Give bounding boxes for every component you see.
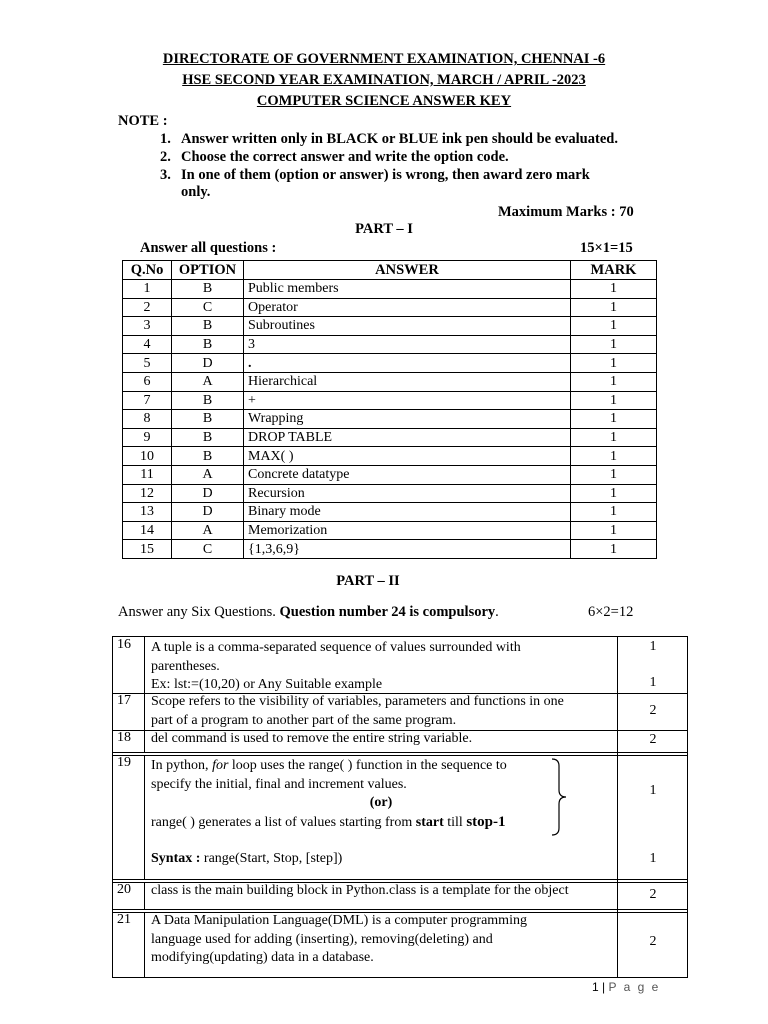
text-run: till (443, 814, 467, 830)
page-label: P a g e (608, 980, 661, 994)
cell-option: B (172, 280, 244, 299)
question-number: 19 (113, 755, 145, 879)
part-2-instruction (118, 604, 499, 621)
answer-line (151, 813, 571, 833)
question-number: 16 (113, 637, 145, 693)
table-row (123, 484, 657, 503)
or-separator: (or) (369, 795, 393, 810)
table-row (123, 354, 657, 373)
syntax-label: Syntax : (151, 851, 204, 866)
part-2-scheme: 6×2=12 (588, 604, 634, 620)
table-row (123, 540, 657, 559)
cell-answer: Subroutines (244, 317, 571, 336)
answer-line: language used for adding (inserting), removing(deleting) and (151, 931, 493, 947)
mark-cell (617, 693, 687, 730)
cell-answer: Operator (244, 298, 571, 317)
cell-option: C (172, 298, 244, 317)
answer-line: modifying(updating) data in a database. (151, 950, 374, 965)
cell-qno: 5 (123, 354, 172, 373)
note-item-number: 2. (160, 149, 171, 165)
cell-answer: Concrete datatype (244, 465, 571, 484)
cell-mark: 1 (571, 372, 657, 391)
note-label: NOTE : (118, 113, 168, 129)
question-number: 21 (113, 912, 145, 977)
cell-mark: 1 (571, 503, 657, 522)
table-row (123, 317, 657, 336)
text-run: loop uses the range( ) function in the sequence to (228, 758, 507, 773)
cell-answer: Recursion (244, 484, 571, 503)
cell-answer: . (244, 354, 571, 373)
part-1-scheme: 15×1=15 (580, 240, 633, 256)
cell-mark: 1 (571, 335, 657, 354)
mark-cell (617, 637, 687, 693)
mark-cell (617, 755, 687, 879)
note-item-text: Choose the correct answer and write the option code. (181, 149, 509, 165)
cell-answer: Memorization (244, 521, 571, 540)
header-line-2: HSE SECOND YEAR EXAMINATION, MARCH / APRIL -2023 (182, 72, 586, 88)
answer-text (151, 882, 651, 901)
mark-cell (617, 882, 687, 909)
cell-mark: 1 (571, 280, 657, 299)
cell-qno: 11 (123, 465, 172, 484)
cell-answer: 3 (244, 335, 571, 354)
mark-value: 1 (649, 639, 657, 654)
cell-answer: Public members (244, 280, 571, 299)
part-2-title: PART – II (336, 573, 400, 589)
answer-line: A tuple is a comma-separated sequence of values surrounded with (151, 640, 521, 655)
cell-qno: 12 (123, 484, 172, 503)
table-row (113, 637, 687, 694)
table-row (123, 280, 657, 299)
answer-line: Scope refers to the visibility of variables, parameters and functions in one (151, 694, 564, 709)
cell-option: D (172, 503, 244, 522)
cell-qno: 9 (123, 428, 172, 447)
question-number: 20 (113, 882, 145, 909)
cell-qno: 3 (123, 317, 172, 336)
page-number: 1 (592, 980, 599, 994)
cell-option: A (172, 372, 244, 391)
cell-option: B (172, 335, 244, 354)
cell-option: C (172, 540, 244, 559)
cell-qno: 15 (123, 540, 172, 559)
part-1-title: PART – I (355, 221, 413, 237)
table-row (113, 693, 687, 731)
part-1-instruction: Answer all questions : (140, 240, 277, 256)
answer-line (151, 757, 571, 776)
text-run: range( ) generates a list of values starting from (151, 814, 416, 830)
answer-line: class is the main building block in Python.class is a template for the object (151, 883, 569, 898)
text-run-bold: stop-1 (466, 813, 506, 830)
table-row (123, 447, 657, 466)
cell-answer: Wrapping (244, 410, 571, 429)
cell-option: B (172, 410, 244, 429)
answer-line: del command is used to remove the entire string variable. (151, 731, 473, 746)
mark-cell (617, 912, 687, 977)
header-option: OPTION (172, 261, 244, 280)
cell-qno: 7 (123, 391, 172, 410)
answer-line: A Data Manipulation Language(DML) is a computer programming (151, 913, 527, 928)
part-2-instruction-suffix: . (495, 604, 499, 620)
mark-value: 1 (649, 783, 657, 798)
mark-cell (617, 730, 687, 752)
cell-mark: 1 (571, 298, 657, 317)
cell-answer: MAX( ) (244, 447, 571, 466)
cell-qno: 13 (123, 503, 172, 522)
curly-brace-icon (550, 758, 568, 836)
table-row (113, 755, 687, 880)
note-item (160, 149, 630, 166)
cell-mark: 1 (571, 428, 657, 447)
note-item-text: Answer written only in BLACK or BLUE ink pen should be evaluated. (181, 131, 618, 147)
note-item (160, 131, 630, 148)
cell-mark: 1 (571, 447, 657, 466)
syntax-line (151, 850, 571, 869)
cell-qno: 8 (123, 410, 172, 429)
answer-text (151, 693, 611, 730)
table-row (113, 912, 687, 977)
answer-line: parentheses. (151, 658, 220, 674)
header-mark: MARK (571, 261, 657, 280)
syntax-text: range(Start, Stop, [step]) (203, 851, 343, 866)
cell-option: B (172, 317, 244, 336)
part-2-instruction-prefix: Answer any Six Questions. (118, 604, 280, 620)
text-run-bold: start (415, 814, 444, 830)
text-run: In python, (151, 758, 213, 773)
table-row (113, 882, 687, 910)
cell-mark: 1 (571, 521, 657, 540)
cell-mark: 1 (571, 317, 657, 336)
question-number: 17 (113, 693, 145, 730)
cell-option: D (172, 484, 244, 503)
mark-value: 1 (649, 851, 657, 866)
cell-qno: 1 (123, 280, 172, 299)
mark-value: 2 (649, 703, 657, 718)
cell-option: B (172, 447, 244, 466)
cell-option: B (172, 428, 244, 447)
answer-line: part of a program to another part of the same program. (151, 712, 457, 728)
cell-mark: 1 (571, 391, 657, 410)
mark-value: 2 (649, 887, 657, 902)
cell-mark: 1 (571, 540, 657, 559)
cell-qno: 6 (123, 372, 172, 391)
header-qno: Q.No (123, 261, 172, 280)
table-row (123, 372, 657, 391)
cell-qno: 4 (123, 335, 172, 354)
table-row (123, 428, 657, 447)
question-number: 18 (113, 730, 145, 752)
header-line-1: DIRECTORATE OF GOVERNMENT EXAMINATION, CHENNAI -6 (162, 51, 606, 67)
mark-value: 1 (649, 675, 657, 690)
page-separator: | (598, 980, 609, 994)
note-item (160, 167, 620, 201)
cell-answer: DROP TABLE (244, 428, 571, 447)
cell-option: A (172, 465, 244, 484)
cell-option: D (172, 354, 244, 373)
maximum-marks: Maximum Marks : 70 (498, 204, 634, 220)
header-line-3: COMPUTER SCIENCE ANSWER KEY (256, 93, 512, 109)
table-row (123, 410, 657, 429)
answer-text (151, 757, 571, 869)
cell-qno: 14 (123, 521, 172, 540)
mark-value: 2 (649, 732, 657, 747)
cell-answer: Binary mode (244, 503, 571, 522)
table-row (113, 730, 687, 753)
table-row (123, 335, 657, 354)
page-footer (592, 980, 660, 994)
answer-line: Ex: lst:=(10,20) or Any Suitable example (151, 677, 383, 692)
table-row (123, 465, 657, 484)
note-item-number: 1. (160, 131, 171, 147)
cell-answer: Hierarchical (244, 372, 571, 391)
cell-answer: {1,3,6,9} (244, 540, 571, 559)
answer-line: specify the initial, final and increment values. (151, 776, 407, 792)
cell-option: B (172, 391, 244, 410)
text-run-italic: for (212, 758, 229, 773)
table-row (123, 298, 657, 317)
cell-qno: 10 (123, 447, 172, 466)
table-row (123, 391, 657, 410)
spacer (151, 832, 571, 850)
cell-mark: 1 (571, 354, 657, 373)
part-1-answer-table (122, 260, 657, 559)
note-item-text: In one of them (option or answer) is wrong, then award zero mark only. (181, 167, 590, 200)
cell-mark: 1 (571, 465, 657, 484)
header-answer: ANSWER (244, 261, 571, 280)
cell-mark: 1 (571, 484, 657, 503)
cell-option: A (172, 521, 244, 540)
cell-answer: + (244, 391, 571, 410)
part-2-answer-table (112, 636, 688, 978)
table-row (123, 521, 657, 540)
answer-text (151, 730, 611, 749)
mark-value: 2 (649, 934, 657, 949)
cell-qno: 2 (123, 298, 172, 317)
note-item-number: 3. (160, 167, 171, 183)
table-row (123, 503, 657, 522)
cell-mark: 1 (571, 410, 657, 429)
answer-text (151, 639, 611, 695)
answer-text (151, 912, 611, 968)
table-header-row (123, 261, 657, 280)
part-2-instruction-bold: Question number 24 is compulsory (279, 604, 496, 620)
